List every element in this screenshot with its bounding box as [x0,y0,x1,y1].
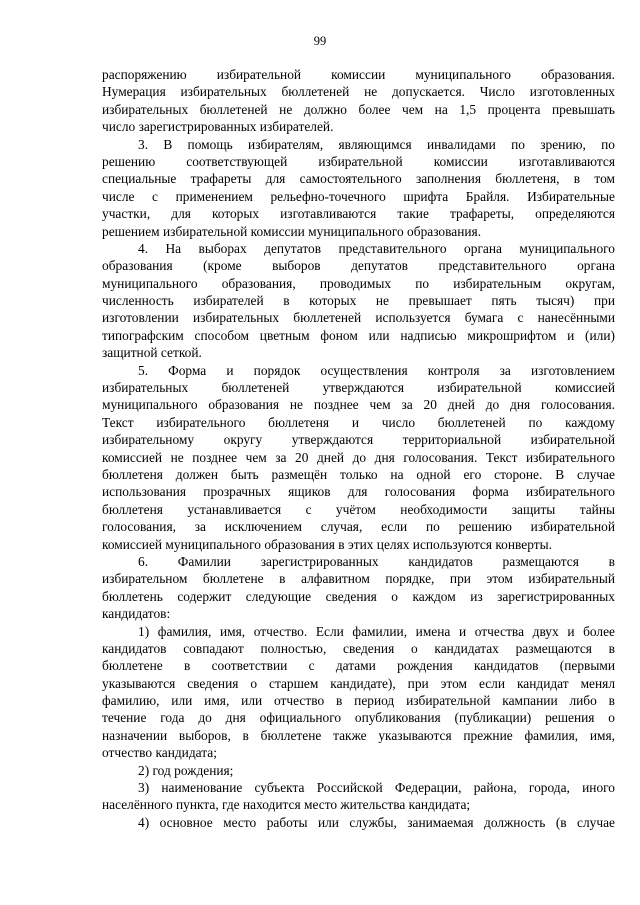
text-line: 3. В помощь избирателям, являющимся инвалидами по зрению, по [138,136,615,152]
text-line: 1) фамилия, имя, отчество. Если фамилии, имена и отчества двух и более [138,623,615,639]
page-number: 99 [313,34,327,48]
text-line: голосования, за исключением случая, если по решению избирательной [102,519,615,535]
text-line: кандидатов: [102,606,171,622]
text-line: кандидатов совпадают полностью, сведения о кандидатах размещаются в [102,640,615,656]
text-line: 4) основное место работы или службы, занимаемая должность (в случае [138,814,615,830]
text-line: 3) наименование субъекта Российской Федерации, района, города, иного [138,780,615,796]
text-line: 4. На выборах депутатов представительного органа муниципального [138,240,615,256]
text-line: изготовлении избирательных бюллетеней используется бумага с нанесёнными [102,310,615,326]
text-line: 2) год рождения; [138,762,234,778]
text-line: типографским способом цветным фоном или надписью микрошрифтом и (или) [102,327,615,343]
text-line: Нумерация избирательных бюллетеней не допускается. Число изготовленных [102,84,615,100]
text-line: 5. Форма и порядок осуществления контроля за изготовлением [138,362,615,378]
text-line: избирательном бюллетене в алфавитном порядке, при этом избирательный [102,571,615,587]
text-line: 6. Фамилии зарегистрированных кандидатов размещаются в [138,553,615,569]
text-line: образования (кроме выборов депутатов представительного органа [102,258,615,274]
text-line: избирательных бюллетеней не должно более чем на 1,5 процента превышать [102,101,615,117]
text-line: число зарегистрированных избирателей. [102,119,334,135]
text-line: бюллетень содержит следующие сведения о каждом из зарегистрированных [102,588,615,604]
text-line: избирательному округу утверждаются территориальной избирательной [102,432,615,448]
text-line: Текст избирательного бюллетеня и число бюллетеней по каждому [102,414,615,430]
text-line: муниципального образования, проводимых по избирательным округам, [102,275,615,291]
text-line: численность избирателей в которых не превышает пять тысяч) при [102,293,615,309]
text-line: населённого пункта, где находится место жительства кандидата; [102,797,471,813]
text-line: бюллетене в соответствии с датами рождения кандидатов (первыми [102,658,615,674]
text-line: комиссией муниципального образования в этих целях используются конверты. [102,536,552,552]
text-line: использования прозрачных ящиков для голосования форма избирательного [102,484,615,500]
text-line: участки, для которых изготавливаются такие трафареты, определяются [102,206,615,222]
text-line: специальные трафареты для самостоятельного заполнения бюллетеня, в том [102,171,615,187]
text-line: отчество кандидата; [102,745,217,761]
text-line: решением избирательной комиссии муниципального образования. [102,223,482,239]
text-line: решению соответствующей избирательной комиссии изготавливаются [102,153,615,169]
text-line: бюллетеня должен быть размещён только на одной его стороне. В случае [102,466,615,482]
text-line: указываются сведения о старшем кандидате), при этом если кандидат менял [102,675,615,691]
text-line: течение года до дня официального опубликования (публикации) решения о [102,710,615,726]
body-text [102,66,615,831]
text-line: бюллетеня устанавливается с учётом необходимости защиты тайны [102,501,615,517]
text-line: комиссией не позднее чем за 20 дней до дня голосования. Текст избирательного [102,449,615,465]
text-line: фамилию, или имя, или отчество в период избирательной кампании либо в [102,693,615,709]
text-line: распоряжению избирательной комиссии муниципального образования. [102,67,615,82]
text-line: защитной сеткой. [102,345,202,361]
text-line: муниципального образования не позднее чем за 20 дней до дня голосования. [102,397,615,413]
text-line: числе с применением рельефно-точечного шрифта Брайля. Избирательные [102,188,615,204]
text-line: избирательных бюллетеней утверждаются избирательной комиссией [102,380,615,396]
text-line: назначении выборов, в бюллетене также указываются прежние фамилия, имя, [102,727,615,743]
